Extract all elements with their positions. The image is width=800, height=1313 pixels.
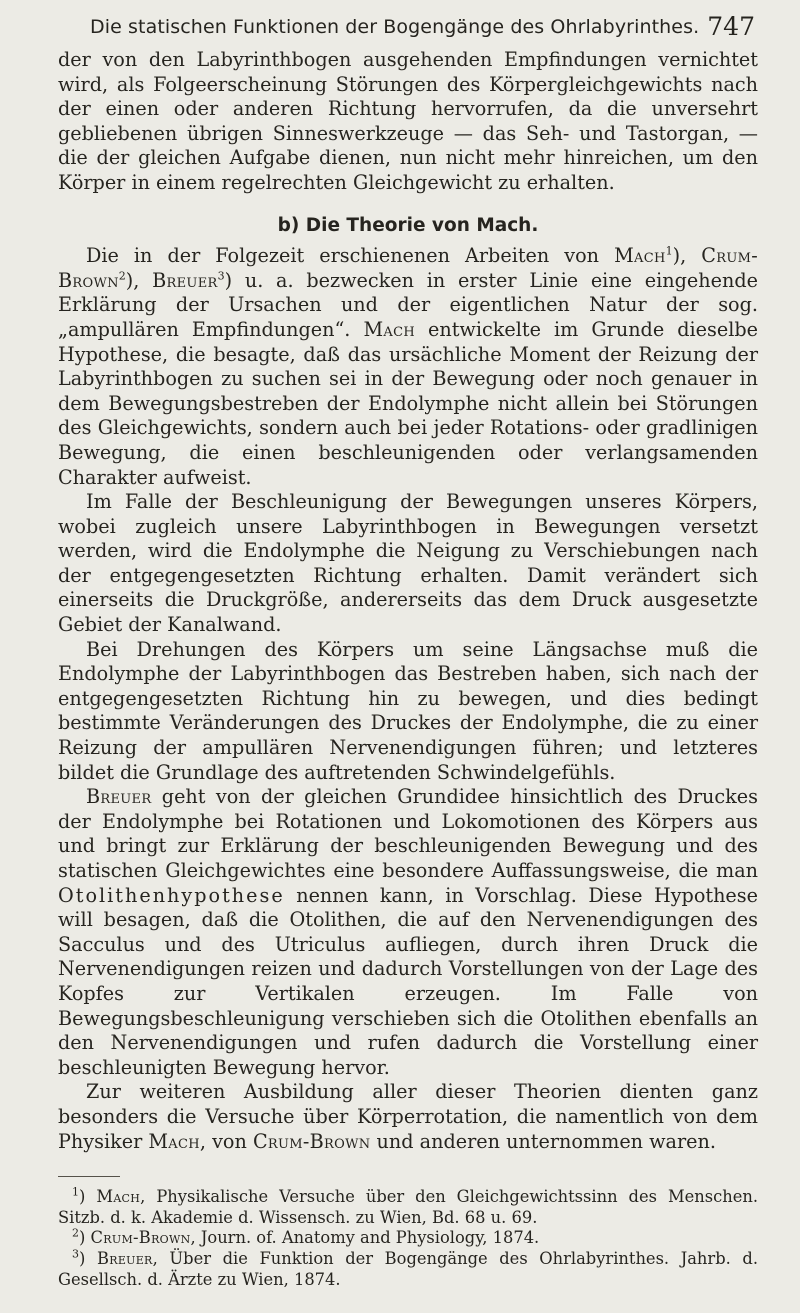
footnote-divider [58, 1176, 120, 1177]
footnote: $^1$) Mach, Physikalische Versuche über den Gleichgewichtssinn des Menschen. Sitzb. d. k. Akademie d. Wissensch. zu Wien, Bd. 68 u. 69. [58, 1185, 758, 1227]
footnote: $^2$) Crum-Brown, Journ. of. Anatomy and Physiology, 1874. [72, 1226, 540, 1248]
paragraph-continued: der von den Labyrinthbogen ausgehenden Empfindungen vernichtet wird, als Folgeerscheinung Störungen des Körpergleichgewichts nach der einen oder anderen Richtung hervorrufen, da die unversehrt gebliebenen übrigen Sinneswerkzeuge — das Seh- und Tastorgan, — die der gleichen Aufgabe dienen, nun nicht mehr hinreichen, um den Körper in einem regelrechten Gleichgewicht zu erhalten. [58, 48, 758, 194]
author-breuer: Breuer [86, 785, 152, 809]
author-crum-brown: Crum-Brown [252, 1129, 371, 1153]
author-breuer: Breuer [152, 268, 218, 292]
paragraph-breuer-hypothesis: Breuer geht von der gleichen Grundidee hinsichtlich des Druckes der Endolymphe bei Rotationen und Lokomotionen des Körpers aus und bringt zur Erklärung der beschleunigenden Bewegung und des statischen Gleichgewichtes eine besondere Auffassungsweise, die man Otolithenhypothese nennen kann, in Vorschlag. Diese Hypothese will besagen, daß die Otolithen, die auf den Nervenendigungen des Sacculus und des Utriculus aufliegen, durch ihren Druck die Nervenendigungen reizen und dadurch Vorstellungen von der Lage des Kopfes zur Vertikalen erzeugen. Im Falle von Bewegungsbeschleunigung verschieben sich die Otolithen ebenfalls an den Nervenendigungen und rufen dadurch die Vorstellung einer beschleunigten Bewegung hervor. [58, 785, 758, 1079]
footnote-ref-2: 2 [118, 269, 126, 283]
author-mach: Mach [148, 1129, 200, 1153]
page-number: 747 [707, 12, 755, 41]
footnote-ref-3: 3 [217, 269, 225, 283]
footnote-ref-1: 1 [665, 244, 673, 258]
running-title: Die statischen Funktionen der Bogengänge des Ohrlabyrinthes. [90, 16, 700, 38]
footnote: $^3$) Breuer, Über die Funktion der Bogengänge des Ohrlabyrinthes. Jahrb. d. Gesellsch. d. Ärzte zu Wien, 1874. [58, 1247, 758, 1289]
body-text [58, 48, 758, 1290]
author-mach: Mach [614, 244, 666, 268]
footnotes [58, 1187, 758, 1290]
emphasized-term: Otolithenhypothese [58, 883, 285, 907]
paragraph-acceleration: Im Falle der Beschleunigung der Bewegungen unseres Körpers, wobei zugleich unsere Labyrinthbogen in Bewegungen versetzt werden, wird die Endolymphe die Neigung zu Verschiebungen nach der entgegengesetzten Richtung erhalten. Damit verändert sich einerseits die Druckgröße, andererseits das dem Druck ausgesetzte Gebiet der Kanalwand. [58, 490, 758, 637]
page-header [90, 12, 755, 42]
paragraph-rotation: Bei Drehungen des Körpers um seine Längsachse muß die Endolymphe der Labyrinthbogen das Bestreben haben, sich nach der entgegengesetzten Richtung hin zu bewegen, und dies bedingt bestimmte Veränderungen des Druckes der Endolymphe, die zu einer Reizung der ampullären Nervenendigungen führen; und letzteres bildet die Grundlage des auftretenden Schwindelgefühls. [58, 637, 758, 784]
author-mach: Mach [363, 317, 415, 341]
section-heading: b) Die Theorie von Mach. [277, 214, 539, 236]
paragraph-experiments: Zur weiteren Ausbildung aller dieser Theorien dienten ganz besonders die Versuche über Körperrotation, die namentlich von dem Physiker Mach, von Crum-Brown und anderen unternommen waren. [58, 1080, 758, 1153]
author-crum-brown: Crum-Brown [58, 244, 758, 292]
paragraph-mach-theory: Die in der Folgezeit erschienenen Arbeiten von Mach$^1$), Crum-Brown$^2$), Breuer$^3$) u. a. bezwecken in erster Linie eine eingehende Erklärung der Ursachen und der eigentlichen Natur der sog. „ampullären Empfindungen“. Mach entwickelte im Grunde dieselbe Hypothese, die besagte, daß das ursächliche Moment der Reizung der Labyrinthbogen zu suchen sei in der Bewegung oder noch genauer in dem Bewegungsbestreben der Endolymphe nicht allein bei Störungen des Gleichgewichts, sondern auch bei jeder Rotations- oder gradlinigen Bewegung, die einen beschleunigenden oder verlangsamenden Charakter aufweist. [58, 244, 758, 489]
